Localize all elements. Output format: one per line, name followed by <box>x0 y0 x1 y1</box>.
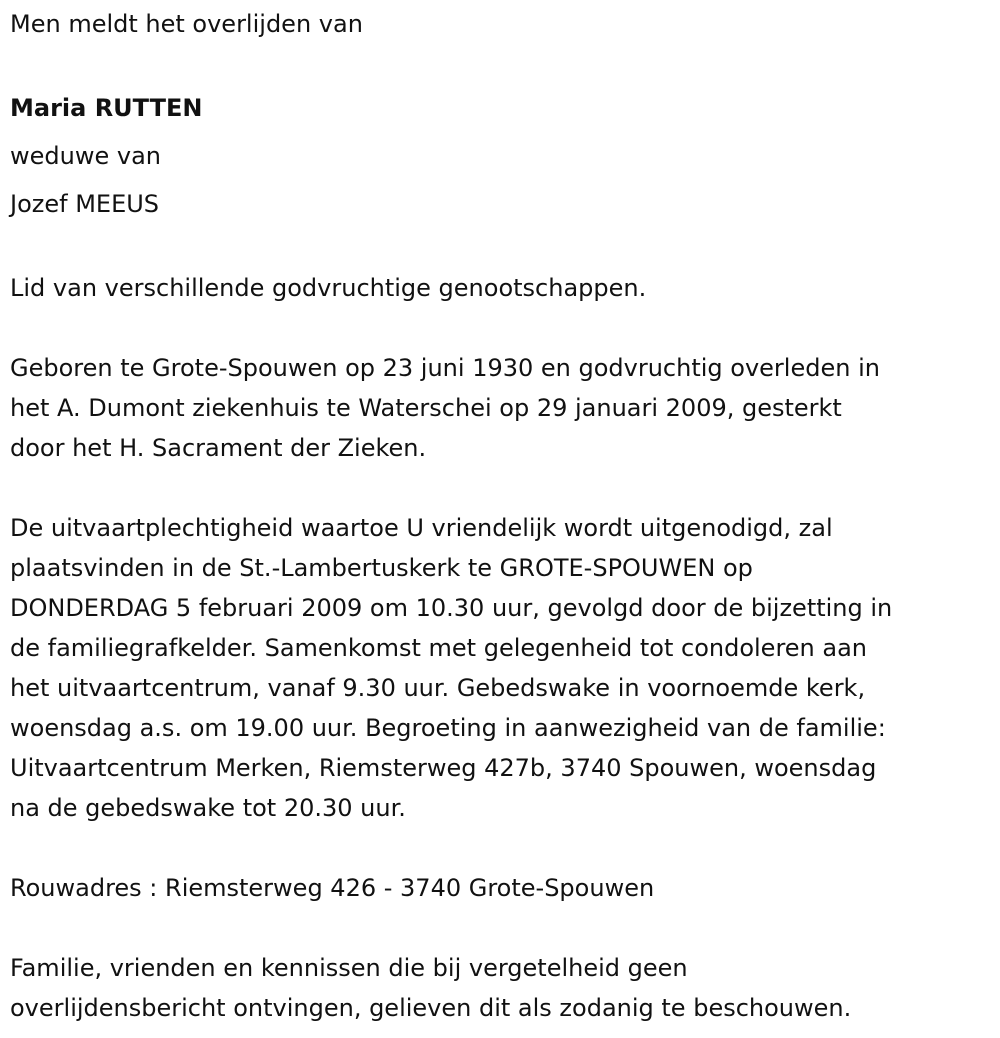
paragraph-line: door het H. Sacrament der Zieken. <box>10 434 427 462</box>
spacer <box>10 468 980 508</box>
spacer <box>10 44 980 84</box>
funeral-paragraph <box>10 508 980 828</box>
paragraph-line: De uitvaartplechtigheid waartoe U vriendelijk wordt uitgenodigd, zal <box>10 514 833 542</box>
spouse-name: Jozef MEEUS <box>10 190 160 218</box>
relation-text: weduwe van <box>10 142 161 170</box>
paragraph-line: Geboren te Grote-Spouwen op 23 juni 1930 en godvruchtig overleden in <box>10 354 880 382</box>
spacer <box>10 228 980 268</box>
paragraph-line: plaatsvinden in de St.-Lambertuskerk te GROTE-SPOUWEN op <box>10 554 753 582</box>
paragraph-line: DONDERDAG 5 februari 2009 om 10.30 uur, gevolgd door de bijzetting in <box>10 594 893 622</box>
closing-paragraph <box>10 948 980 1028</box>
paragraph-line: het uitvaartcentrum, vanaf 9.30 uur. Gebedswake in voornoemde kerk, <box>10 674 866 702</box>
paragraph-line: overlijdensbericht ontvingen, gelieven dit als zodanig te beschouwen. <box>10 994 852 1022</box>
paragraph-line: het A. Dumont ziekenhuis te Waterschei op 29 januari 2009, gesterkt <box>10 394 842 422</box>
paragraph-line: woensdag a.s. om 19.00 uur. Begroeting in aanwezigheid van de familie: <box>10 714 886 742</box>
spacer <box>10 308 980 348</box>
paragraph-line: Familie, vrienden en kennissen die bij vergetelheid geen <box>10 954 688 982</box>
deceased-name: Maria RUTTEN <box>10 94 203 122</box>
spacer <box>10 828 980 868</box>
spacer <box>10 908 980 948</box>
paragraph-line: de familiegrafkelder. Samenkomst met gelegenheid tot condoleren aan <box>10 634 868 662</box>
membership-text: Lid van verschillende godvruchtige genootschappen. <box>10 274 647 302</box>
paragraph-line: na de gebedswake tot 20.30 uur. <box>10 794 406 822</box>
paragraph-line: Uitvaartcentrum Merken, Riemsterweg 427b, 3740 Spouwen, woensdag <box>10 754 877 782</box>
birth-death-paragraph <box>10 348 980 468</box>
mourning-address: Rouwadres : Riemsterweg 426 - 3740 Grote-Spouwen <box>10 874 655 902</box>
intro-text: Men meldt het overlijden van <box>10 10 363 38</box>
